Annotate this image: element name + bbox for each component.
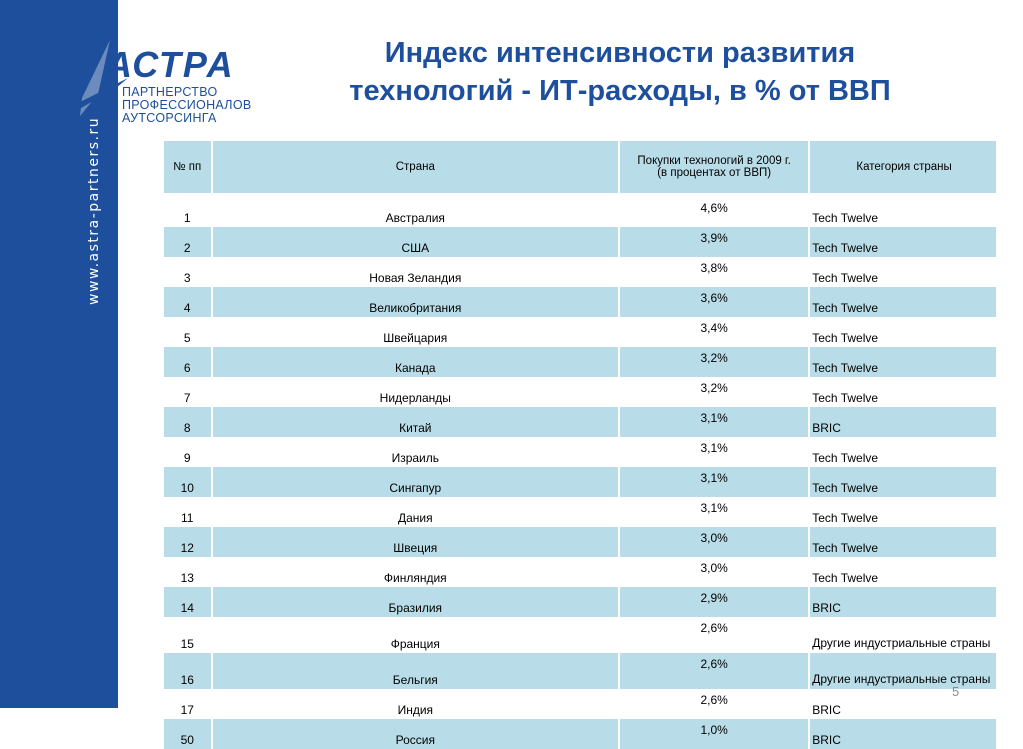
astra-logo — [20, 38, 260, 138]
row-num: 15 — [164, 617, 212, 653]
row-category: BRIC — [809, 587, 997, 617]
logo-wordmark: АСТРА — [106, 44, 235, 85]
row-num: 5 — [164, 317, 212, 347]
row-country: Бразилия — [212, 587, 620, 617]
row-category: Tech Twelve — [809, 437, 997, 467]
row-num: 2 — [164, 227, 212, 257]
table-row — [164, 407, 997, 437]
row-num: 1 — [164, 197, 212, 227]
logo-subtitle-line: АУТСОРСИНГА — [122, 111, 217, 125]
row-country: Швеция — [212, 527, 620, 557]
table-row — [164, 653, 997, 689]
row-pct: 3,0% — [619, 527, 809, 557]
table-row — [164, 719, 997, 749]
row-category: Tech Twelve — [809, 527, 997, 557]
row-category: Другие индустриальные страны — [809, 653, 997, 689]
row-category: Tech Twelve — [809, 467, 997, 497]
row-category: Tech Twelve — [809, 347, 997, 377]
row-num: 4 — [164, 287, 212, 317]
row-pct: 3,8% — [619, 257, 809, 287]
row-category: BRIC — [809, 407, 997, 437]
table-row — [164, 377, 997, 407]
row-num: 9 — [164, 437, 212, 467]
row-pct: 3,1% — [619, 497, 809, 527]
header-pct-line: (в процентах от ВВП) — [657, 167, 772, 179]
row-category: Tech Twelve — [809, 377, 997, 407]
row-pct: 2,6% — [619, 689, 809, 719]
table-row — [164, 347, 997, 377]
row-country: Франция — [212, 617, 620, 653]
header-pct — [619, 141, 809, 193]
row-pct: 3,2% — [619, 347, 809, 377]
row-category: BRIC — [809, 719, 997, 749]
row-country: Великобритания — [212, 287, 620, 317]
row-pct: 1,0% — [619, 719, 809, 749]
table-row — [164, 467, 997, 497]
table-row — [164, 557, 997, 587]
website-url: www.astra-partners.ru — [86, 116, 102, 305]
table-row — [164, 257, 997, 287]
table-header-row — [164, 141, 997, 193]
row-num: 12 — [164, 527, 212, 557]
row-pct: 2,9% — [619, 587, 809, 617]
row-pct: 3,0% — [619, 557, 809, 587]
row-pct: 3,2% — [619, 377, 809, 407]
table-row — [164, 287, 997, 317]
row-num: 7 — [164, 377, 212, 407]
row-num: 50 — [164, 719, 212, 749]
row-category: BRIC — [809, 689, 997, 719]
row-pct: 3,1% — [619, 467, 809, 497]
row-pct: 2,6% — [619, 617, 809, 653]
row-country: Нидерланды — [212, 377, 620, 407]
row-pct: 4,6% — [619, 197, 809, 227]
row-category: Tech Twelve — [809, 317, 997, 347]
row-pct: 2,6% — [619, 653, 809, 689]
row-category: Tech Twelve — [809, 197, 997, 227]
row-pct: 3,1% — [619, 407, 809, 437]
table-row — [164, 317, 997, 347]
header-pct-line: Покупки технологий в 2009 г. — [637, 155, 791, 167]
table-row — [164, 437, 997, 467]
table-row — [164, 527, 997, 557]
table-row — [164, 617, 997, 653]
table-row — [164, 497, 997, 527]
row-num: 16 — [164, 653, 212, 689]
row-num: 13 — [164, 557, 212, 587]
row-num: 8 — [164, 407, 212, 437]
row-country: США — [212, 227, 620, 257]
row-pct: 3,1% — [619, 437, 809, 467]
row-category: Tech Twelve — [809, 497, 997, 527]
row-num: 11 — [164, 497, 212, 527]
row-num: 17 — [164, 689, 212, 719]
row-country: Сингапур — [212, 467, 620, 497]
row-category: Tech Twelve — [809, 287, 997, 317]
row-country: Канада — [212, 347, 620, 377]
row-num: 6 — [164, 347, 212, 377]
table-row — [164, 587, 997, 617]
row-num: 10 — [164, 467, 212, 497]
logo-subtitle-line: ПРОФЕССИОНАЛОВ — [122, 98, 252, 112]
row-country: Индия — [212, 689, 620, 719]
row-country: Израиль — [212, 437, 620, 467]
header-num: № пп — [164, 141, 212, 193]
row-country: Бельгия — [212, 653, 620, 689]
it-spending-table — [164, 141, 998, 749]
row-category: Tech Twelve — [809, 227, 997, 257]
logo-subtitle — [122, 86, 251, 125]
row-country: Финляндия — [212, 557, 620, 587]
row-category: Tech Twelve — [809, 257, 997, 287]
row-num: 14 — [164, 587, 212, 617]
row-country: Швейцария — [212, 317, 620, 347]
table-row — [164, 689, 997, 719]
row-pct: 3,4% — [619, 317, 809, 347]
row-country: Дания — [212, 497, 620, 527]
page-number: 5 — [952, 684, 960, 699]
row-category: Другие индустриальные страны — [809, 617, 997, 653]
table-row — [164, 227, 997, 257]
row-country: Австралия — [212, 197, 620, 227]
row-num: 3 — [164, 257, 212, 287]
table-row — [164, 197, 997, 227]
row-pct: 3,6% — [619, 287, 809, 317]
header-country: Страна — [212, 141, 620, 193]
row-category: Tech Twelve — [809, 557, 997, 587]
row-country: Новая Зеландия — [212, 257, 620, 287]
logo-subtitle-line: ПАРТНЕРСТВО — [122, 85, 218, 99]
row-country: Китай — [212, 407, 620, 437]
row-pct: 3,9% — [619, 227, 809, 257]
page-title: Индекс интенсивности развития технологий - ИТ-расходы, в % от ВВП — [349, 37, 891, 107]
header-category: Категория страны — [809, 141, 997, 193]
row-country: Россия — [212, 719, 620, 749]
